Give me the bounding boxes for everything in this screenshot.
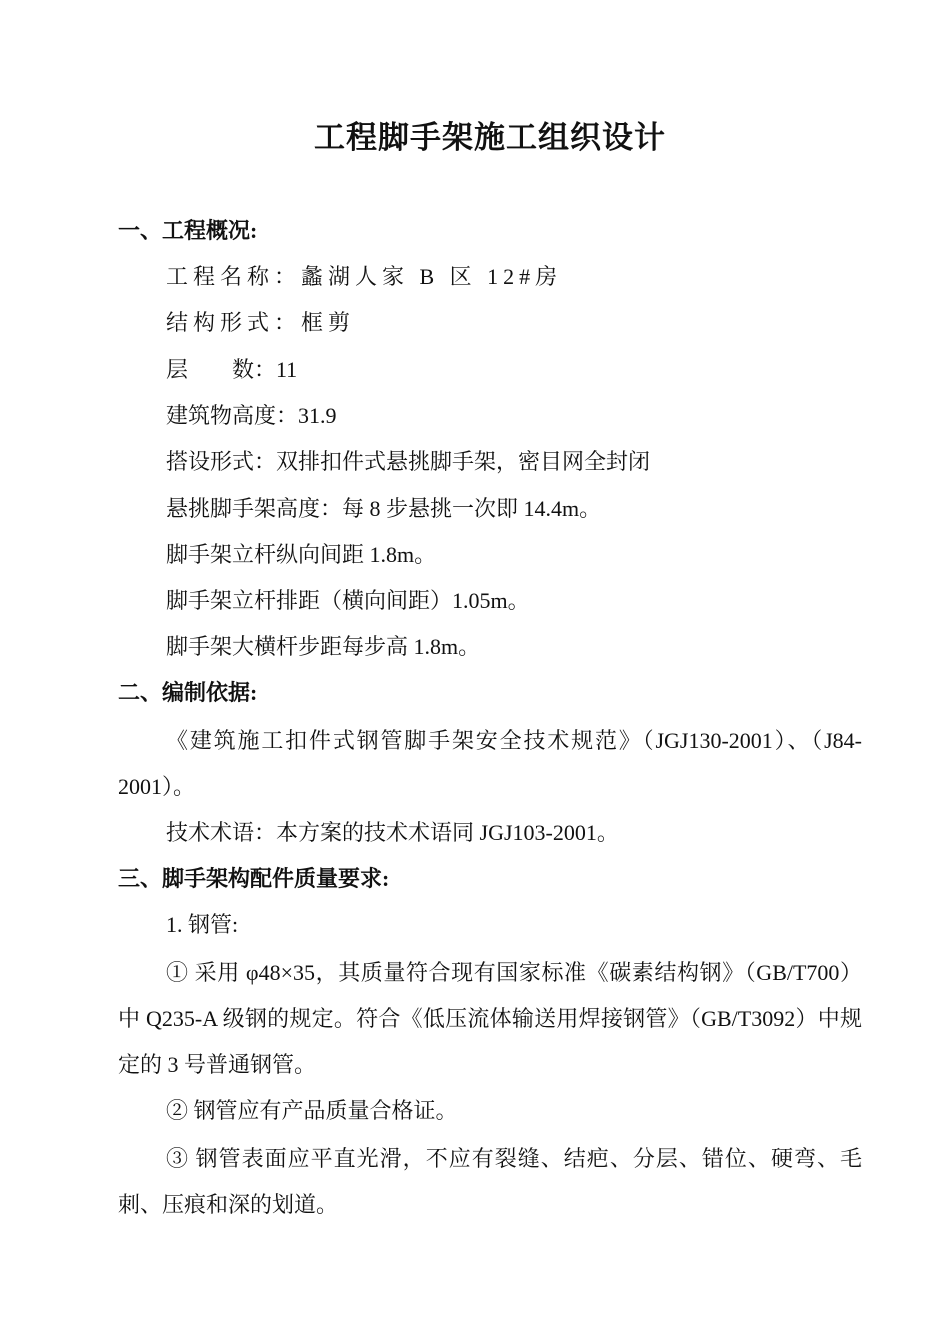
building-height-line: 建筑物高度：31.9 (166, 403, 337, 428)
erection-form-line: 搭设形式：双排扣件式悬挑脚手架，密目网全封闭 (166, 449, 651, 474)
steel-pipe-subheading: 1. 钢管: (166, 912, 239, 937)
cantilever-height-line: 悬挑脚手架高度：每 8 步悬挑一次即 14.4m。 (166, 496, 602, 521)
requirement-3-paragraph: ③ 钢管表面应平直光滑，不应有裂缝、结疤、分层、错位、硬弯、毛刺、压痕和深的划道。 (118, 1146, 862, 1217)
section-heading-overview: 一、工程概况: (118, 218, 258, 243)
requirement-2-line: ② 钢管应有产品质量合格证。 (166, 1098, 458, 1123)
document-title: 工程脚手架施工组织设计 (314, 120, 666, 155)
row-spacing-line: 脚手架立杆排距（横向间距）1.05m。 (166, 588, 530, 613)
technical-terms-line: 技术术语：本方案的技术术语同 JGJ103-2001。 (166, 820, 619, 845)
pole-spacing-line: 脚手架立杆纵向间距 1.8m。 (166, 542, 437, 567)
step-height-line: 脚手架大横杆步距每步高 1.8m。 (166, 634, 481, 659)
project-name-line: 工程名称：蠡湖人家 B 区 12#房 (166, 264, 563, 289)
section-heading-quality: 三、脚手架构配件质量要求: (118, 866, 390, 891)
standard-reference-paragraph: 《建筑施工扣件式钢管脚手架安全技术规范》（JGJ130-2001）、（J84-2001）。 (118, 728, 862, 799)
floor-count-line: 层 数：11 (166, 357, 298, 382)
structure-form-line: 结构形式：框剪 (166, 310, 356, 335)
requirement-1-paragraph: ① 采用 φ48×35，其质量符合现有国家标准《碳素结构钢》（GB/T700）中 Q235-A 级钢的规定。符合《低压流体输送用焊接钢管》（GB/T3092）中规定的 3 号普通钢管。 (118, 960, 862, 1077)
section-heading-basis: 二、编制依据: (118, 680, 258, 705)
